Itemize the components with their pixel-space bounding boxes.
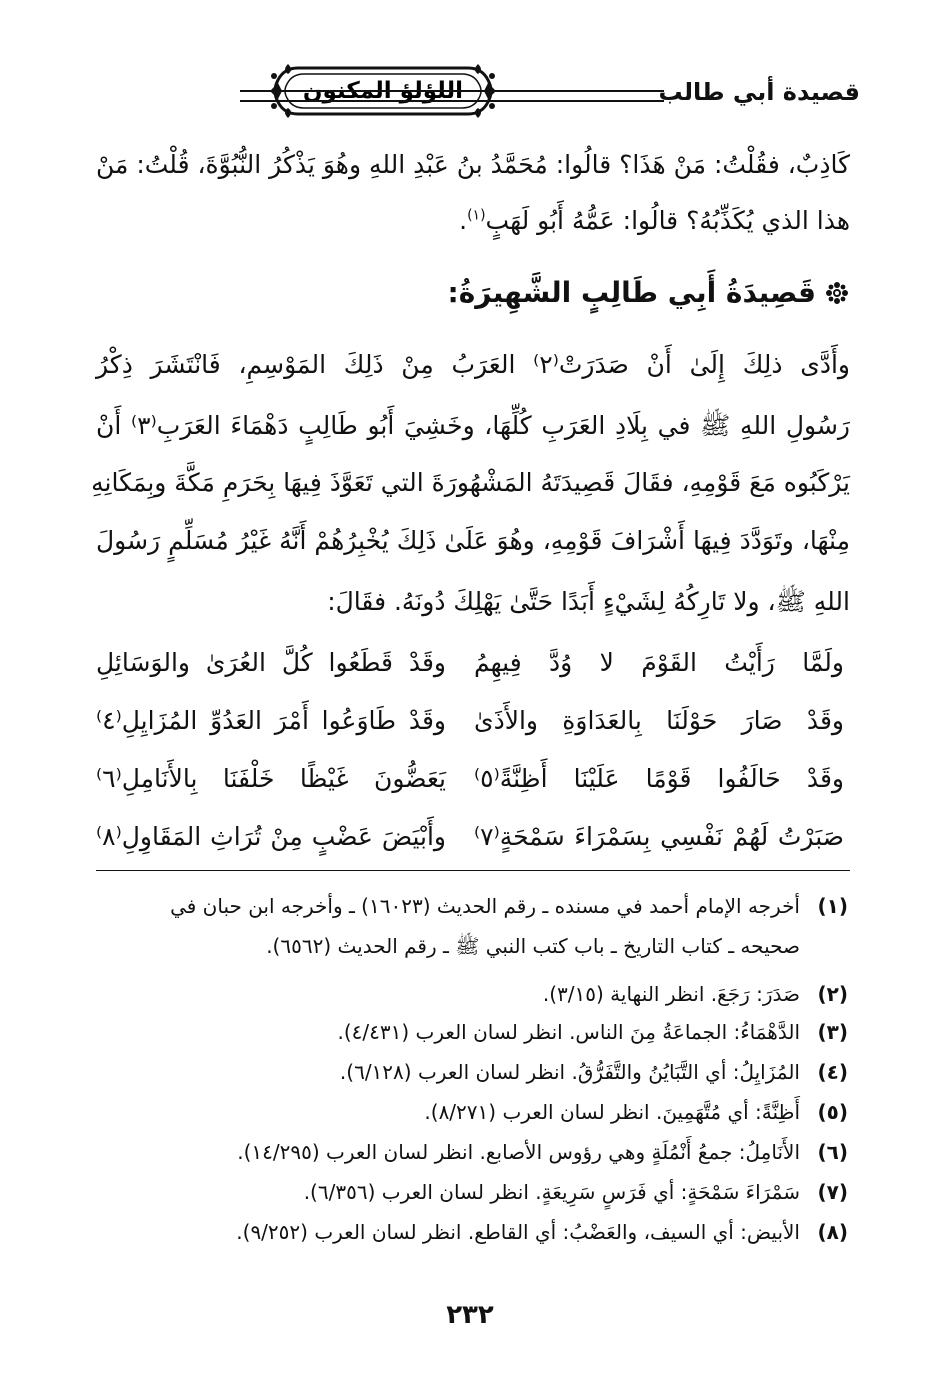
paragraph-line-4: مِنْهَا، وتَوَدَّدَ فِيهَا أَشْرَافَ قَوْمِهِ، وهُوَ عَلَىٰ ذَلِكَ يُخْبِرُهُمْ أَنَّهُ غَيْرُ مُسَلِّمٍ رَسُولَ xyxy=(96,526,850,555)
footnote-1-continued: صحيحه ـ كتاب التاريخ ـ باب كتب النبي ﷺ ـ رقم الحديث (٦٥٦٢). xyxy=(266,934,800,958)
footnote-3 xyxy=(88,1020,848,1044)
footnote-ref-1: (١) xyxy=(467,207,486,224)
paragraph-line-5: اللهِ ﷺ، ولا تَارِكُهُ لِشَيْءٍ أَبَدًا حَتَّىٰ يَهْلِكَ دُونَهُ. فقَالَ: xyxy=(327,587,850,616)
footnote-4 xyxy=(88,1060,848,1084)
verse-4-first-half: صَبَرْتُ لَهُمْ نَفْسِي بِسَمْرَاءَ سَمْحَةٍ⁽٧⁾ xyxy=(474,822,844,851)
footnote-8-number: (٨) xyxy=(817,1220,848,1244)
footnote-8 xyxy=(88,1220,848,1244)
footnote-1-number: (١) xyxy=(817,894,848,918)
footnote-6-text: الأَنَامِلُ: جمعُ أَنْمُلَةٍ وهي رؤوس الأصابع. انظر لسان العرب (١٤/٢٩٥). xyxy=(237,1140,800,1164)
footnote-6 xyxy=(88,1140,848,1164)
footnote-5-number: (٥) xyxy=(817,1100,848,1124)
body-line-2-end: . xyxy=(459,206,468,235)
footnote-7-number: (٧) xyxy=(817,1180,848,1204)
body-line-2 xyxy=(96,206,850,235)
footnote-rule xyxy=(96,870,850,871)
verse-1-first-half: ولَمَّا رَأَيْتُ القَوْمَ لا وُدَّ فِيهِمُ xyxy=(474,648,844,677)
verse-4-second-half: وأَبْيَضَ عَضْبٍ مِنْ تُرَاثِ المَقَاوِلِ⁽٨⁾ xyxy=(96,822,446,851)
paragraph-line-2: رَسُولِ اللهِ ﷺ في بِلَادِ العَرَبِ كُلِّهَا، وخَشِيَ أَبُو طَالِبٍ دَهْمَاءَ العَرَبِ⁽٣⁾ أَنْ xyxy=(96,411,850,440)
flower-bullet-icon xyxy=(826,278,848,311)
footnote-7 xyxy=(88,1180,848,1204)
header-rule-right xyxy=(494,90,664,102)
footnote-6-number: (٦) xyxy=(817,1140,848,1164)
verse-2-second-half: وقَدْ طَاوَعُوا أَمْرَ العَدُوِّ المُزَايِلِ⁽٤⁾ xyxy=(96,706,446,735)
page-number: ٢٣٢ xyxy=(446,1300,494,1330)
paragraph-line-3: يَرْكَبُوه مَعَ قَوْمِهِ، فقَالَ قَصِيدَتَهُ المَشْهُورَةَ التي تَعَوَّذَ فِيهَا بِحَرَمِ مَكَّةَ وبِمَكَانِهِ xyxy=(91,468,850,497)
footnote-4-text: المُزَايِلُ: أي التَّبَايُنُ والتَّفَرُّقُ. انظر لسان العرب (٦/١٢٨). xyxy=(339,1060,800,1084)
footnote-2-text: صَدَرَ: رَجَعَ. انظر النهاية (٣/١٥). xyxy=(542,982,800,1006)
verse-1-second-half: وقَدْ قَطَعُوا كُلَّ العُرَىٰ والوَسَائِلِ xyxy=(96,648,446,677)
footnote-7-text: سَمْرَاءَ سَمْحَةٍ: أي فَرَسٍ سَرِيعَةٍ. انظر لسان العرب (٦/٣٥٦). xyxy=(303,1180,800,1204)
verse-3-first-half: وقَدْ حَالَفُوا قَوْمًا عَلَيْنَا أَظِنَّةً⁽٥⁾ xyxy=(474,764,844,793)
footnote-4-number: (٤) xyxy=(817,1060,848,1084)
footnote-2 xyxy=(88,982,848,1006)
paragraph-line-1: وأَدَّى ذلِكَ إِلَىٰ أَنْ صَدَرَتْ⁽٢⁾ العَرَبُ مِنْ ذَلِكَ المَوْسِمِ، فَانْتَشَرَ ذِكْرُ xyxy=(96,350,850,379)
book-title: اللؤلؤ المكنون xyxy=(302,78,464,104)
footnote-3-text: الدَّهْمَاءُ: الجماعَةُ مِنَ الناس. انظر لسان العرب (٤/٤٣١). xyxy=(337,1020,800,1044)
footnote-5-text: أَظِنَّةً: أي مُتَّهَمِينَ. انظر لسان العرب (٨/٢٧١). xyxy=(424,1100,800,1124)
footnote-1-text: أخرجه الإمام أحمد في مسنده ـ رقم الحديث (١٦٠٢٣) ـ وأخرجه ابن حبان في xyxy=(170,894,800,918)
body-line-1: كَاذِبٌ، فقُلْتُ: مَنْ هَذَا؟ قالُوا: مُحَمَّدُ بنُ عَبْدِ اللهِ وهُوَ يَذْكُرُ النُّبُوَّةَ، قُلْتُ: مَنْ xyxy=(95,150,850,179)
footnote-1 xyxy=(88,894,848,918)
section-heading xyxy=(448,276,848,311)
footnote-2-number: (٢) xyxy=(817,982,848,1006)
footnote-5 xyxy=(88,1100,848,1124)
footnote-8-text: الأبيض: أي السيف، والعَضْبُ: أي القاطع. انظر لسان العرب (٩/٢٥٢). xyxy=(236,1220,800,1244)
body-line-2-text: هذا الذي يُكَذِّبُهُ؟ قالُوا: عَمُّهُ أَبُو لَهَبٍ xyxy=(485,206,850,235)
footnote-3-number: (٣) xyxy=(817,1020,848,1044)
section-title: قصيدة أبي طالب xyxy=(658,78,860,106)
verse-3-second-half: يَعَضُّونَ غَيْظًا خَلْفَنَا بِالأَنَامِلِ⁽٦⁾ xyxy=(96,764,446,793)
heading-text: قَصِيدَةُ أَبِي طَالِبٍ الشَّهِيرَةُ: xyxy=(447,276,816,309)
header-rule-left xyxy=(240,90,502,102)
verse-2-first-half: وقَدْ صَارَ حَوْلَنَا بِالعَدَاوَةِ والأَذَىٰ xyxy=(474,706,844,735)
running-header xyxy=(80,62,860,122)
